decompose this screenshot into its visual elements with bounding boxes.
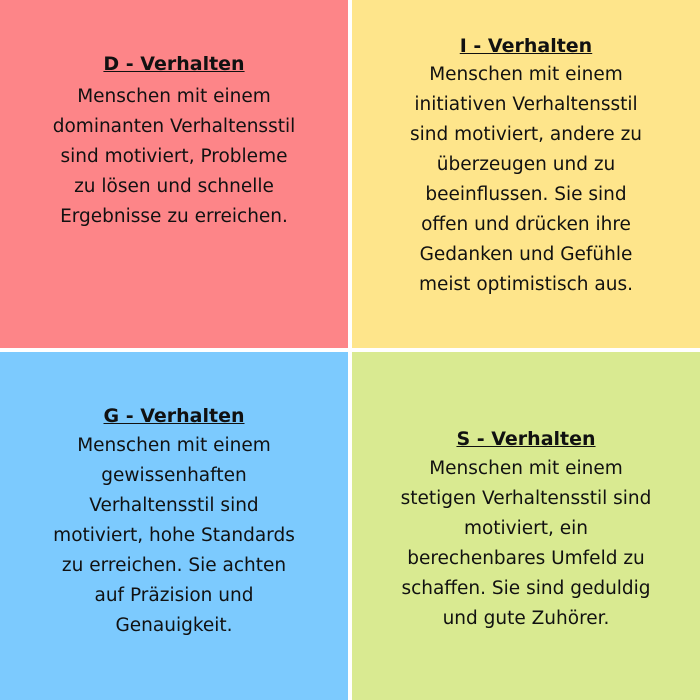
quadrant-d-text: Menschen mit einem dominanten Verhaltensstil sind motiviert, Probleme zu lösen und schnelle Ergebnisse zu erreichen. [52,86,296,227]
quadrant-s-text: Menschen mit einem stetigen Verhaltensstil sind motiviert, ein berechenbares Umfeld zu schaffen. Sie sind geduldig und gute Zuhörer. [400,458,652,629]
quadrant-d [0,0,348,348]
quadrant-s [352,352,700,700]
quadrant-g [0,352,348,700]
quadrant-d-content [53,52,296,232]
quadrant-i-text: Menschen mit einem initiativen Verhaltensstil sind motiviert, andere zu überzeugen und zu beeinflussen. Sie sind offen und drücken ihre Gedanken und Gefühle meist optimistisch aus. [409,64,643,295]
quadrant-i-content [410,34,642,300]
quadrant-g-title: G - Verhalten [103,405,245,427]
quadrant-g-text: Menschen mit einem gewissenhaften Verhaltensstil sind motiviert, hohe Standards zu erreichen. Sie achten auf Präzision und Genauigkeit. [53,435,295,636]
quadrant-i [352,0,700,348]
quadrant-g-content [53,404,295,641]
quadrant-i-title: I - Verhalten [459,35,593,57]
quadrant-s-title: S - Verhalten [456,428,596,450]
quadrant-s-content [401,427,652,634]
quadrant-d-title: D - Verhalten [103,53,245,75]
